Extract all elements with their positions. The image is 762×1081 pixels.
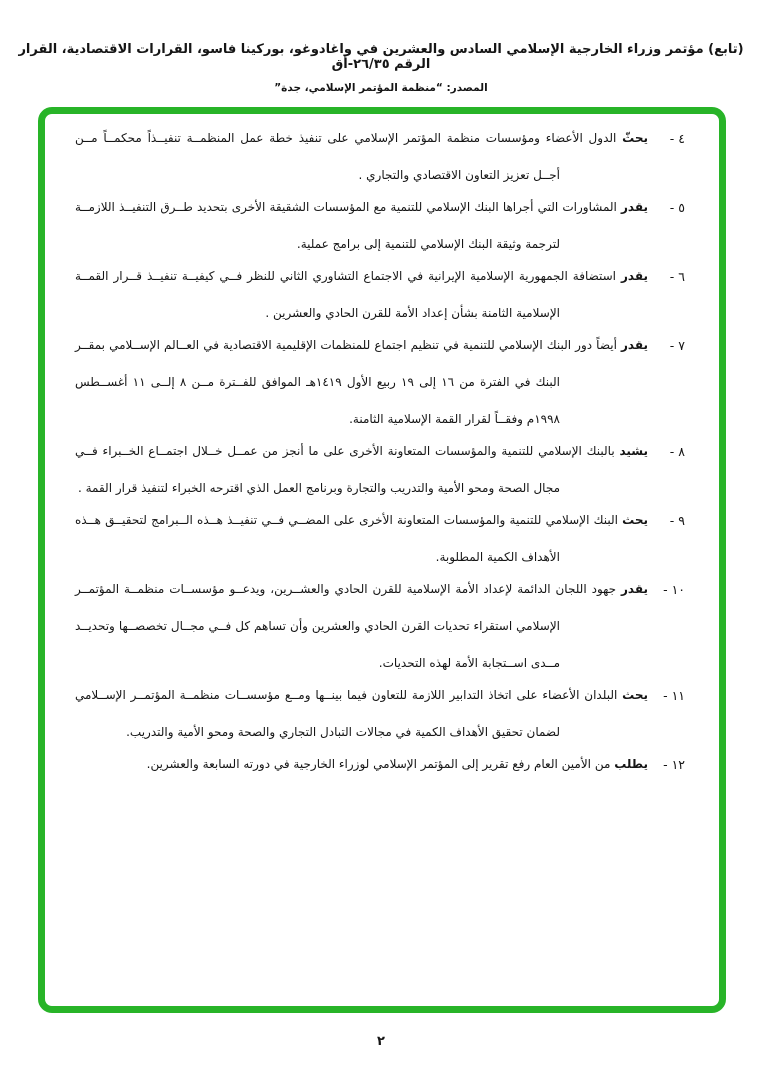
resolution-item xyxy=(75,677,685,751)
header-title: (تابع) مؤتمر وزراء الخارجية الإسلامي السادس والعشرين في واغادوغو، بوركينا فاسو، القرارات الاقتصادية، القرار الرقم ٢٦/٣٥-أق xyxy=(18,42,744,72)
item-number: ٤ - xyxy=(669,131,685,146)
item-text: يطلب من الأمين العام رفع تقرير إلى المؤتمر الإسلامي لوزراء الخارجية في دورته السابعة والعشرين. xyxy=(146,757,648,771)
item-number: ٨ - xyxy=(669,444,685,459)
item-number: ١٠ - xyxy=(663,582,685,597)
item-lead-word: يقدر xyxy=(621,269,648,283)
item-number: ١٢ - xyxy=(663,757,685,772)
resolution-item xyxy=(75,120,685,194)
item-lead-word: يطلب xyxy=(614,757,648,771)
item-text: يحث البلدان الأعضاء على اتخاذ التدابير اللازمة للتعاون فيما بينــها ومــع مؤسســات منظمــة المؤتمــر الإســلامي لضمان تحقيق الأهداف الكمية في مجالات التبادل التجاري والصحة ومحو الأمية والتدريب. xyxy=(75,688,648,739)
item-number: ٦ - xyxy=(669,269,685,284)
item-lead-word: يحثّ xyxy=(622,131,648,145)
item-lead-word: يشيد xyxy=(619,444,648,458)
item-text: يشيد بالبنك الإسلامي للتنمية والمؤسسات المتعاونة الأخرى على ما أنجز من عمــل خــلال اجتمــاع الخــبراء فــي مجال الصحة ومحو الأمية والتدريب والتجارة وبرنامج العمل الذي اقترحه الخبراء لتنفيذ قرار القمة . xyxy=(75,444,648,495)
resolution-item xyxy=(75,433,685,507)
resolutions-border-box xyxy=(38,107,726,1013)
item-lead-word: يقدر xyxy=(621,582,648,596)
item-number: ٩ - xyxy=(669,513,685,528)
document-header xyxy=(0,42,762,94)
item-lead-word: يحث xyxy=(622,688,648,702)
header-source: المصدر: “منظمة المؤتمر الإسلامي، جدة” xyxy=(274,82,488,94)
page-number: ٢ xyxy=(377,1034,385,1049)
item-text: يحثّ الدول الأعضاء ومؤسسات منظمة المؤتمر الإسلامي على تنفيذ خطة عمل المنظمــة تنفيــذاً محكمــاً مــن أجــل تعزيز التعاون الاقتصادي والتجاري . xyxy=(75,131,648,182)
resolution-item xyxy=(75,502,685,576)
resolution-item xyxy=(75,258,685,332)
item-lead-word: يحث xyxy=(622,513,648,527)
item-lead-word: يقدر xyxy=(621,200,648,214)
item-lead-word: يقدر xyxy=(621,338,648,352)
resolution-item xyxy=(75,571,685,682)
item-number: ٧ - xyxy=(669,338,685,353)
resolutions-list xyxy=(75,120,685,783)
item-text: يقدر أيضاً دور البنك الإسلامي للتنمية في تنظيم اجتماع للمنظمات الإقليمية الاقتصادية في العــالم الإســلامي بمقــر البنك في الفترة من ١٦ إلى ١٩ ربيع الأول ١٤١٩هـ الموافق للفــترة مــن ٨ إلــى ١١ أغســطس ١٩٩٨م وفقــاً لقرار القمة الإسلامية الثامنة. xyxy=(75,338,648,426)
resolution-item xyxy=(75,746,685,783)
resolution-item xyxy=(75,327,685,438)
item-text: يحث البنك الإسلامي للتنمية والمؤسسات المتعاونة الأخرى على المضــي فــي تنفيــذ هــذه الــبرامج لتحقيــق هــذه الأهداف الكمية المطلوبة. xyxy=(75,513,648,564)
item-text: يقدر جهود اللجان الدائمة لإعداد الأمة الإسلامية للقرن الحادي والعشــرين، ويدعــو مؤسســات منظمــة المؤتمــر الإسلامي استقراء تحديات القرن الحادي والعشرين وأن تساهم كل فــي مجــال تخصصــها وتحديــد مــدى اســتجابة الأمة لهذه التحديات. xyxy=(75,582,648,670)
resolution-item xyxy=(75,189,685,263)
item-text: يقدر المشاورات التي أجراها البنك الإسلامي للتنمية مع المؤسسات الشقيقة الأخرى بتحديد طــرق التنفيــذ اللازمــة لترجمة وثيقة البنك الإسلامي للتنمية إلى برامج عملية. xyxy=(75,200,648,251)
item-text: يقدر استضافة الجمهورية الإسلامية الإيرانية في الاجتماع التشاوري الثاني للنظر فــي كيفيــة تنفيــذ قــرار القمــة الإسلامية الثامنة بشأن إعداد الأمة للقرن الحادي والعشرين . xyxy=(75,269,648,320)
item-number: ٥ - xyxy=(669,200,685,215)
item-number: ١١ - xyxy=(663,688,685,703)
